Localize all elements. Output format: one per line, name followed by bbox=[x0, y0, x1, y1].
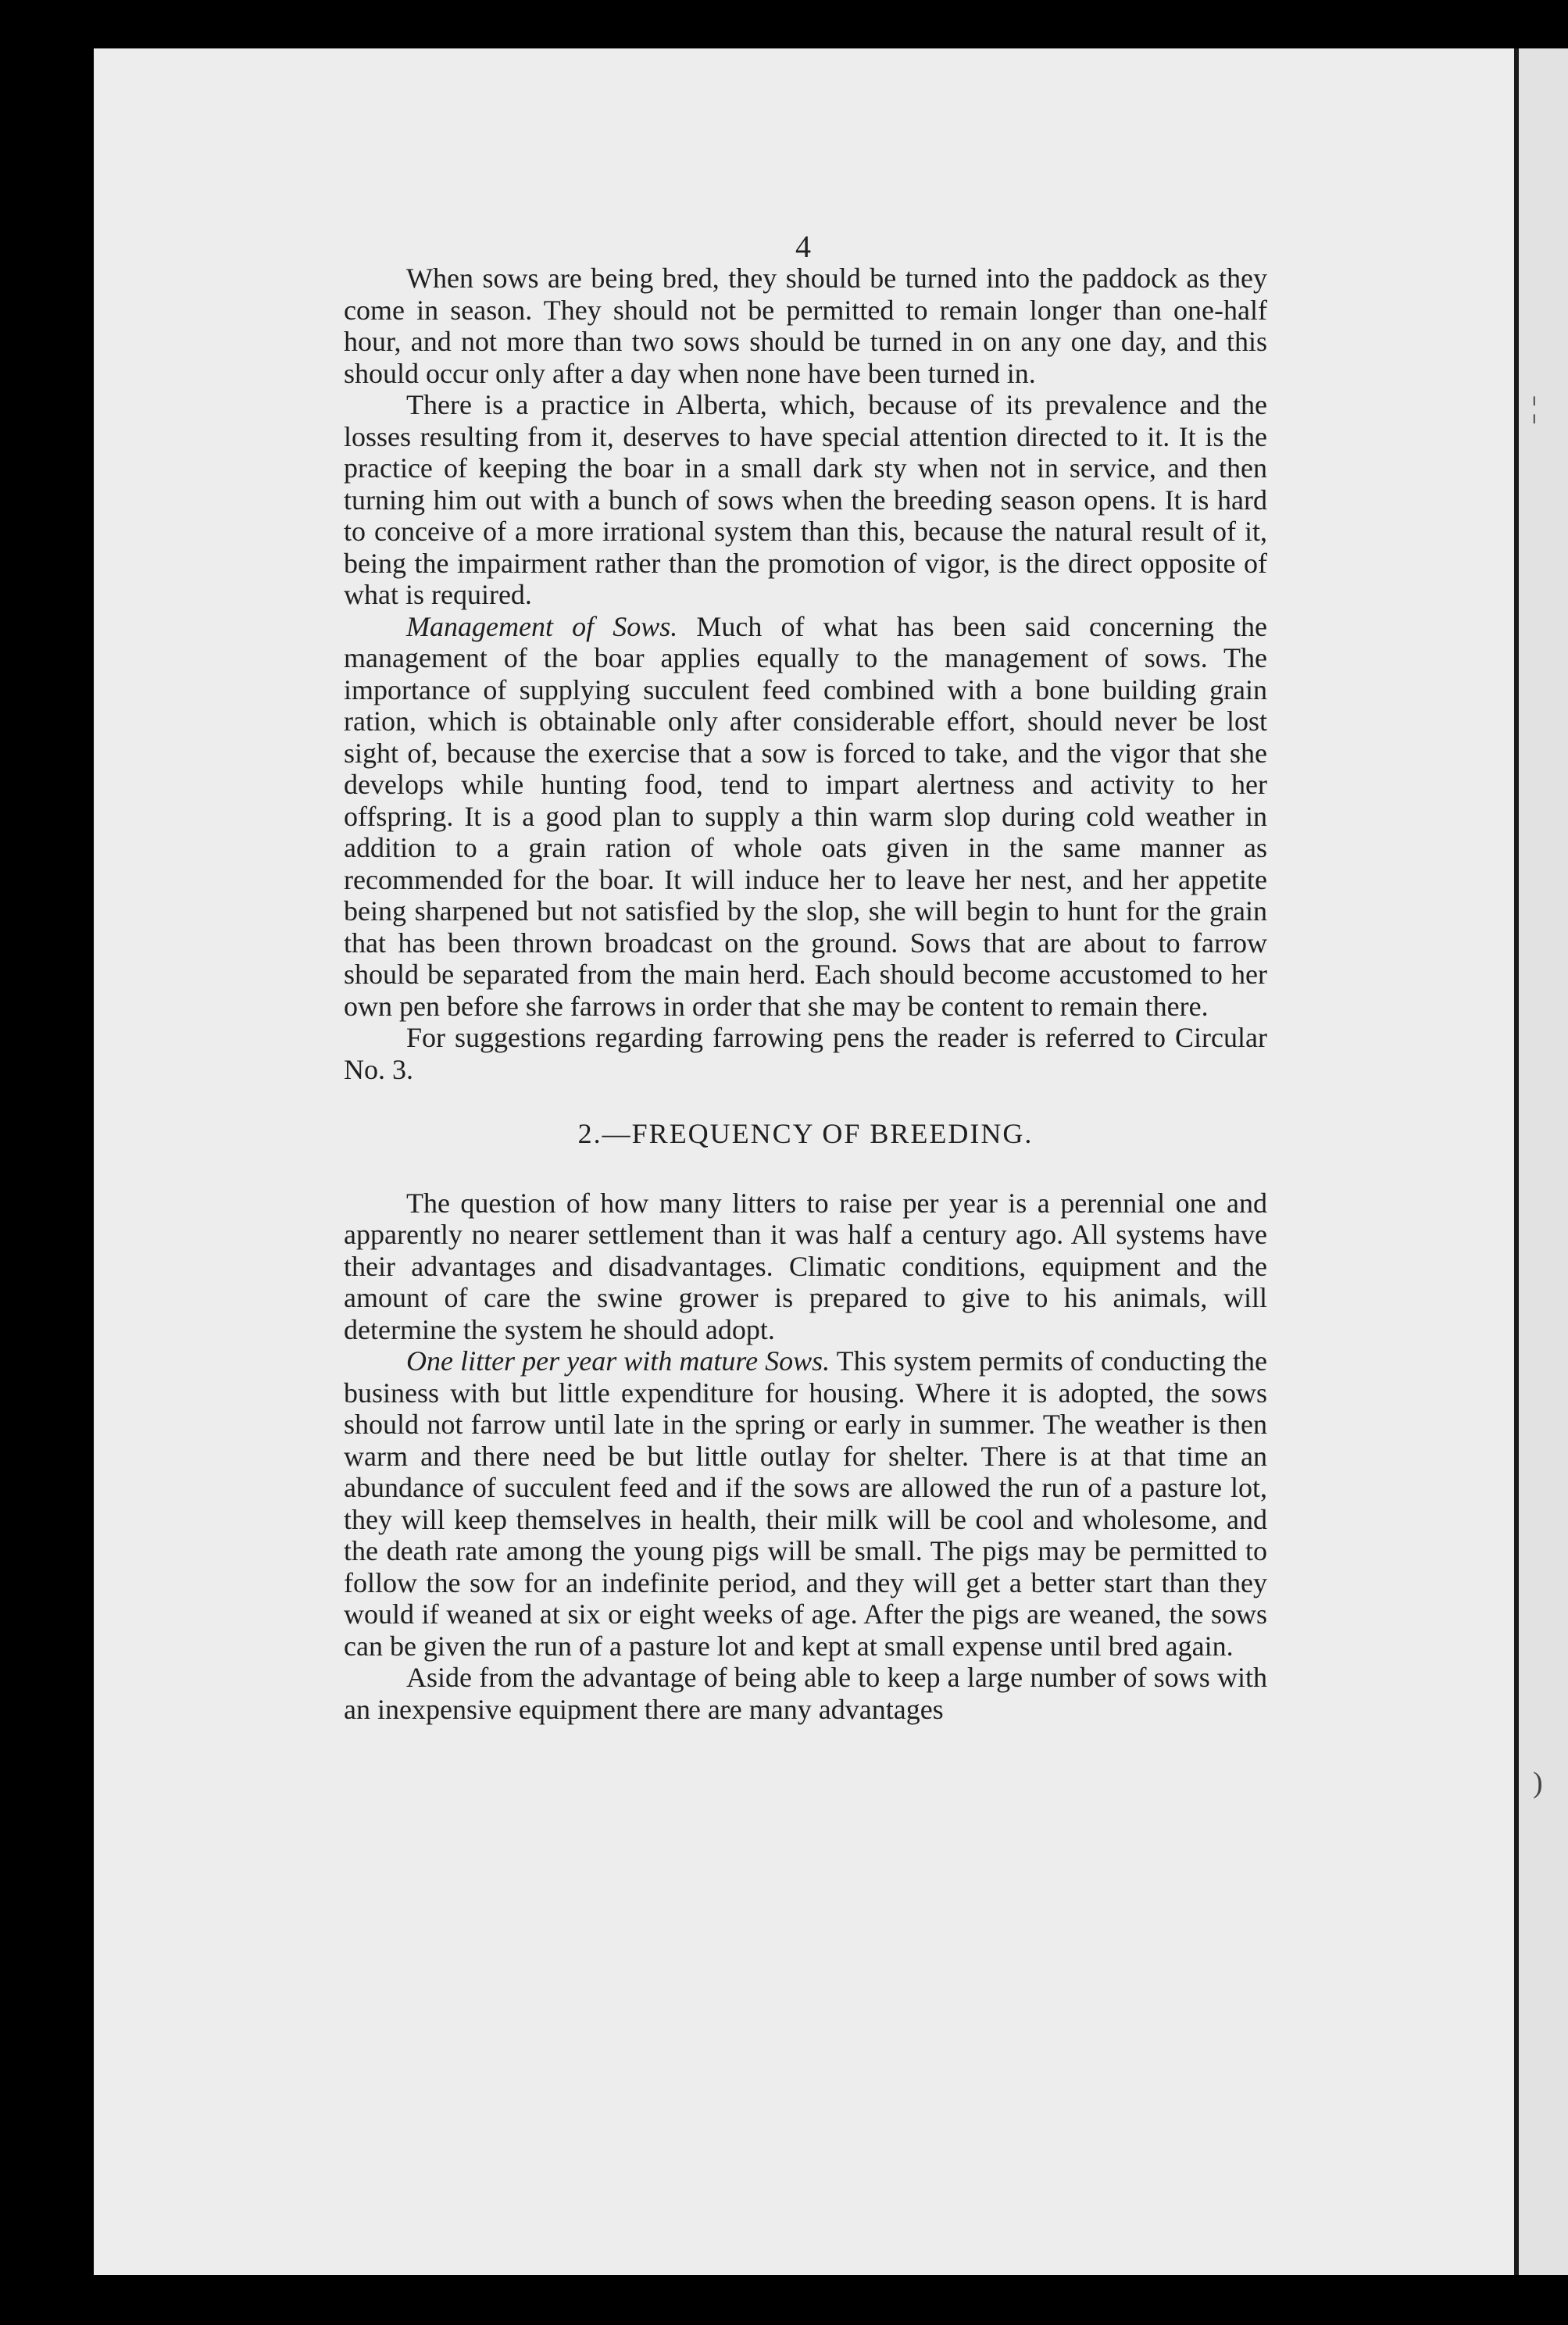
paragraph-lead: One litter per year with mature Sows. bbox=[406, 1345, 830, 1377]
paragraph: Management of Sows. Much of what has been said concerning the management of the boar applies equally to the management of sows. The importance of supplying succulent feed combined with a bone building grain ration, which is obtainable only after considerable effort, should never be lost sight of, because the exercise that a sow is forced to take, and the vigor that she develops while hunting food, tend to impart alertness and activity to her offspring. It is a good plan to supply a thin warm slop during cold weather in addition to a grain ration of whole oats given in the same manner as recommended for the boar. It will induce her to leave her nest, and her appetite being sharpened but not satisfied by the slop, she will begin to hunt for the grain that has been thrown broadcast on the ground. Sows that are about to farrow should be separated from the main herd. Each should become accustomed to her own pen before she farrows in order that she may be content to remain there. bbox=[344, 610, 1268, 1022]
section-heading: 2.—FREQUENCY OF BREEDING. bbox=[577, 1118, 1034, 1149]
paragraph: For suggestions regarding farrowing pens the reader is referred to Circular No. 3. bbox=[344, 1022, 1267, 1085]
paragraph-lead: Management of Sows. bbox=[406, 610, 678, 642]
paragraph: There is a practice in Alberta, which, because of its prevalence and the losses resulting from it, deserves to have special attention directed to it. It is the practice of keeping the boar in a small dark sty when not in service, and then turning him out with a bunch of sows when the breeding season opens. It is hard to conceive of a more irrational system than this, because the natural result of it, being the impairment rather than the promotion of vigor, is the direct opposite of what is required. bbox=[344, 389, 1267, 610]
adjacent-page-edge bbox=[1519, 48, 1568, 2275]
margin-mark: ) bbox=[1533, 1766, 1543, 1799]
paragraph: When sows are being bred, they should be turned into the paddock as they come in season. They should not be permitted to remain longer than one-half hour, and not more than two sows should be turned in on any one day, and this should occur only after a day when none have been turned in. bbox=[344, 262, 1267, 389]
paragraph: The question of how many litters to raise per year is a perennial one and apparently no nearer settlement than it was half a century ago. All systems have their advantages and disadvantages. Climatic conditions, equipment and the amount of care the swine grower is prepared to give to his animals, will determine the system he should adopt. bbox=[344, 1187, 1267, 1345]
page-number: 4 bbox=[795, 229, 811, 264]
margin-mark: ¦ bbox=[1531, 391, 1538, 424]
paragraph: One litter per year with mature Sows. This system permits of conducting the business with but little expenditure for housing. Where it is adopted, the sows should not farrow until late in the spring or early in summer. The weather is then warm and there need be but little outlay for shelter. There is at that time an abundance of succulent feed and if the sows are allowed the run of a pasture lot, they will keep themselves in health, their milk will be cool and wholesome, and the death rate among the young pigs will be small. The pigs may be permitted to follow the sow for an indefinite period, and they will get a better start than they would if weaned at six or eight weeks of age. After the pigs are weaned, the sows can be given the run of a pasture lot and kept at small expense until bred again. bbox=[344, 1345, 1267, 1662]
body-text bbox=[344, 262, 1267, 1725]
paragraph: Aside from the advantage of being able to keep a large number of sows with an inexpensive equipment there are many advantages bbox=[344, 1662, 1267, 1725]
